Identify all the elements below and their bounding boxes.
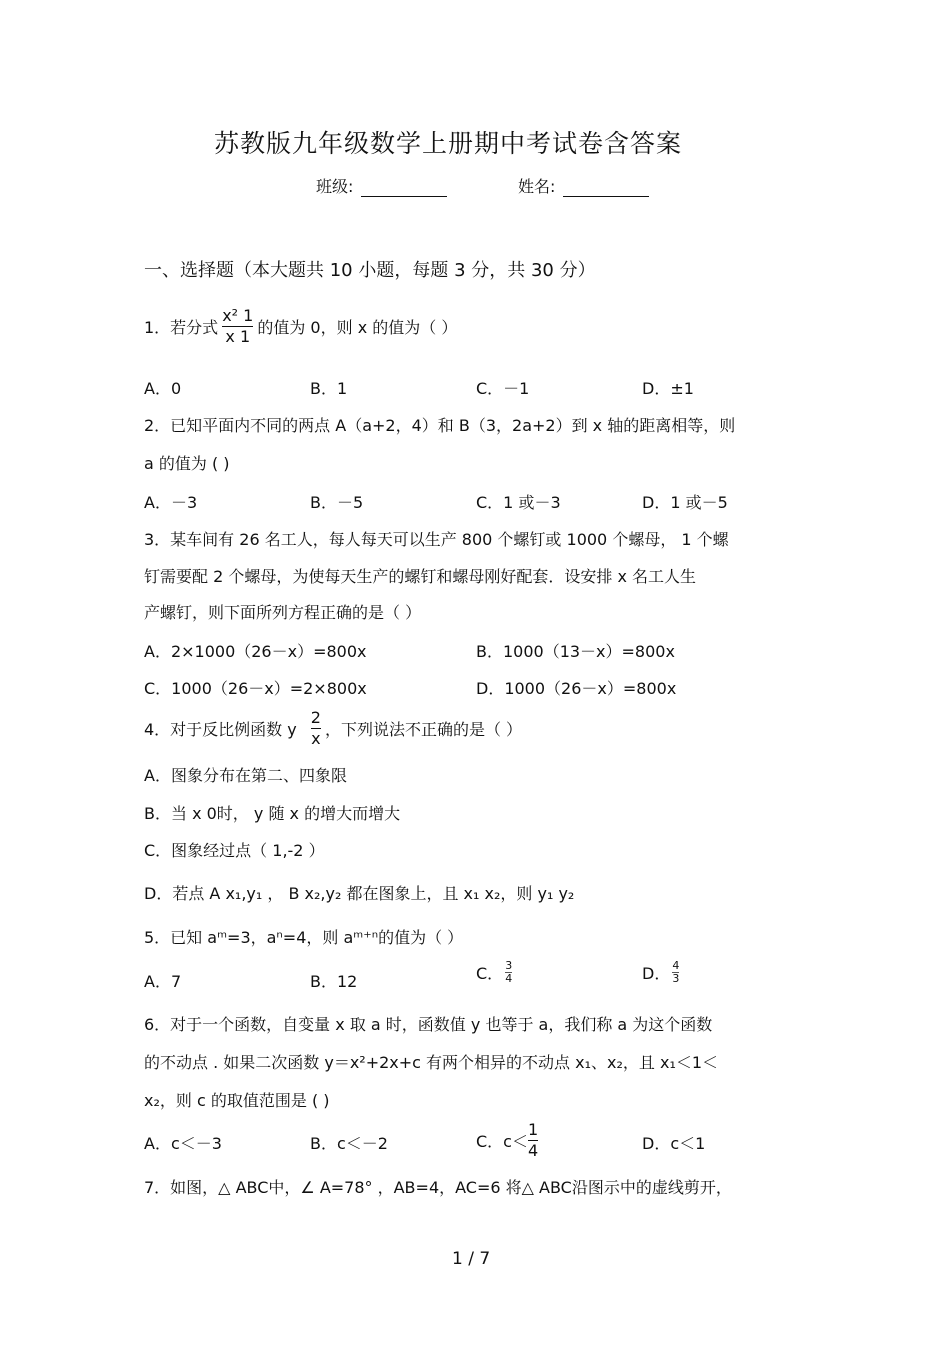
q6-c-denominator: 4: [527, 1141, 539, 1160]
q2-option-b: B．－5: [310, 493, 364, 512]
q4-denominator: x: [311, 729, 321, 748]
q1-prefix: 1．若分式: [144, 318, 219, 337]
q5-option-c: [476, 960, 512, 985]
q6-line-3: x₂，则 c 的取值范围是 ( ): [144, 1091, 330, 1110]
page-title: 苏教版九年级数学上册期中考试卷含答案: [214, 129, 683, 158]
q3-option-d: D．1000（26－x）=800x: [476, 679, 677, 698]
q5-option-c-label: C．: [476, 964, 504, 983]
q6-option-b: B．c＜－2: [310, 1134, 388, 1153]
q1-fraction: [222, 306, 253, 347]
class-blank[interactable]: [361, 178, 447, 197]
q4-option-d: D．若点 A x₁,y₁ ， B x₂,y₂ 都在图象上，且 x₁ x₂，则 y₁ y₂: [144, 884, 575, 903]
q2-option-c: C．1 或－3: [476, 493, 561, 512]
q5-option-c-fraction: [505, 960, 512, 985]
class-label: 班级:: [316, 177, 354, 196]
q5-d-numerator: 4: [672, 959, 680, 972]
q1-numerator: x² 1: [222, 306, 254, 325]
q4-option-b: B．当 x 0时， y 随 x 的增大而增大: [144, 804, 401, 823]
q6-option-c-label: C．c＜: [476, 1132, 528, 1151]
q6-line-1: 6．对于一个函数，自变量 x 取 a 时，函数值 y 也等于 a，我们称 a 为这个函数: [144, 1015, 713, 1034]
q5-c-denominator: 4: [505, 972, 513, 985]
q3-option-c: C．1000（26－x）=2×800x: [144, 679, 367, 698]
name-blank[interactable]: [563, 178, 649, 197]
q6-line-2: 的不动点 . 如果二次函数 y＝x²+2x+c 有两个相异的不动点 x₁、x₂，且 x₁＜1＜: [144, 1053, 719, 1072]
q1-option-a: A．0: [144, 379, 182, 398]
q1-option-b: B．1: [310, 379, 348, 398]
page-number: 1 / 7: [452, 1249, 491, 1269]
name-field[interactable]: [518, 174, 649, 197]
q1-option-c: C．－1: [476, 379, 530, 398]
q2-line-2: a 的值为 ( ): [144, 454, 230, 473]
q4-option-c: C．图象经过点（ 1,-2 ）: [144, 841, 325, 860]
q5-option-d-fraction: [672, 960, 679, 985]
q5-d-denominator: 3: [672, 972, 680, 985]
q4-option-a: A．图象分布在第二、四象限: [144, 766, 347, 785]
q1-denominator: x 1: [225, 327, 251, 346]
q5-option-b: B．12: [310, 972, 358, 991]
q5-option-d: [642, 960, 679, 985]
q5-option-d-label: D．: [642, 964, 671, 983]
q3-option-b: B．1000（13－x）=800x: [476, 642, 675, 661]
section-heading: 一、选择题（本大题共 10 小题，每题 3 分，共 30 分）: [144, 260, 596, 281]
q3-line-2: 钉需要配 2 个螺母，为使每天生产的螺钉和螺母刚好配套．设安排 x 名工人生: [144, 567, 696, 586]
q5-text: 5．已知 aᵐ=3，aⁿ=4，则 aᵐ⁺ⁿ的值为（ ）: [144, 928, 464, 947]
q4-numerator: 2: [310, 708, 321, 727]
q3-option-a: A．2×1000（26－x）=800x: [144, 642, 367, 661]
q4-fraction: [311, 708, 321, 749]
q1-option-d: D．±1: [642, 379, 694, 398]
q6-option-d: D．c＜1: [642, 1134, 706, 1153]
q6-option-c: [476, 1120, 542, 1161]
q2-line-1: 2．已知平面内不同的两点 A（a+2，4）和 B（3，2a+2）到 x 轴的距离相等，则: [144, 416, 736, 435]
q5-option-a: A．7: [144, 972, 182, 991]
q6-c-numerator: 1: [527, 1120, 539, 1139]
q2-option-d: D．1 或－5: [642, 493, 728, 512]
q7-line-1: 7．如图，△ ABC中，∠ A=78° ，AB=4，AC=6 将△ ABC沿图示中的虚线剪开，: [144, 1178, 732, 1197]
class-field[interactable]: [316, 174, 447, 197]
q2-option-a: A．－3: [144, 493, 198, 512]
q5-c-numerator: 3: [505, 959, 513, 972]
q4-prefix: 4．对于反比例函数 y: [144, 720, 297, 739]
q6-option-a: A．c＜－3: [144, 1134, 222, 1153]
q3-line-1: 3．某车间有 26 名工人，每人每天可以生产 800 个螺钉或 1000 个螺母， 1 个螺: [144, 530, 729, 549]
question-4: [144, 708, 522, 749]
q4-suffix: ，下列说法不正确的是（ ）: [324, 720, 523, 739]
question-1: [144, 306, 457, 347]
name-label: 姓名:: [518, 177, 556, 196]
q6-option-c-fraction: [528, 1120, 538, 1161]
q1-suffix: 的值为 0，则 x 的值为（ ）: [257, 318, 458, 337]
q3-line-3: 产螺钉，则下面所列方程正确的是（ ）: [144, 603, 422, 622]
